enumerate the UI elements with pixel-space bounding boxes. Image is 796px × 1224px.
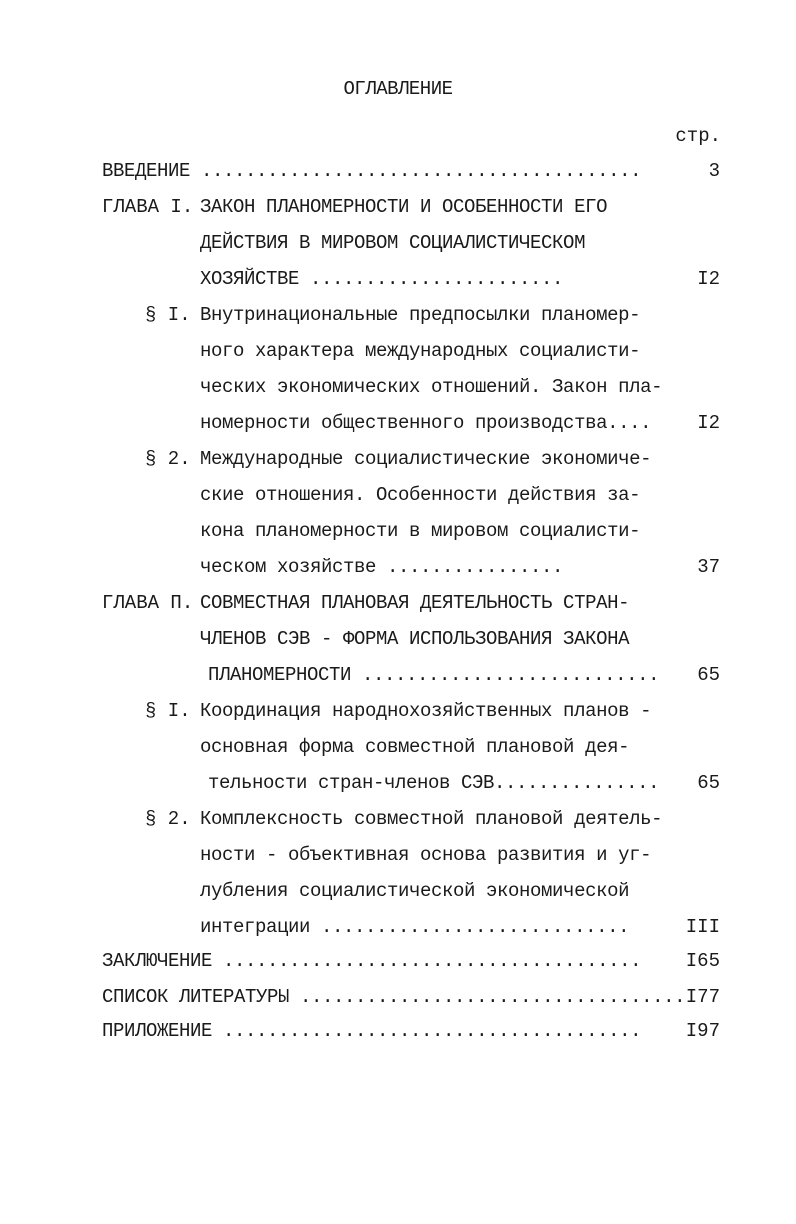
toc-entry-line: кона планомерности в мировом социалисти- [200,520,641,542]
toc-entry-line: ДЕЙСТВИЯ В МИРОВОМ СОЦИАЛИСТИЧЕСКОМ [200,232,586,254]
toc-page-number: I97 [685,1020,720,1042]
section-label: § 2. [145,448,191,470]
toc-entry-line: СОВМЕСТНАЯ ПЛАНОВАЯ ДЕЯТЕЛЬНОСТЬ СТРАН- [200,592,630,614]
toc-page-number: 65 [697,772,720,794]
toc-entry-line: ские отношения. Особенности действия за- [200,484,641,506]
toc-page-number: 65 [697,664,720,686]
toc-entry-line: тельности стран-членов СЭВ............... [208,772,660,794]
toc-page-number: 3 [708,160,720,182]
toc-entry-line: Комплексность совместной плановой деятель- [200,808,663,830]
toc-page-number: III [685,916,720,938]
toc-entry-conclusion: ЗАКЛЮЧЕНИЕ ...................................... [102,950,642,972]
toc-entry-line: Международные социалистические экономиче- [200,448,652,470]
toc-page-number: I65 [685,950,720,972]
toc-entry-line: ЧЛЕНОВ СЭВ - ФОРМА ИСПОЛЬЗОВАНИЯ ЗАКОНА [200,628,630,650]
toc-entry-line: ЗАКОН ПЛАНОМЕРНОСТИ И ОСОБЕННОСТИ ЕГО [200,196,608,218]
page-column-header: стр. [675,125,721,147]
toc-entry-line: Внутринациональные предпосылки планомер- [200,304,641,326]
toc-entry-line: лубления социалистической экономической [200,880,630,902]
toc-page-number: I77 [685,986,720,1008]
toc-entry-line: ХОЗЯЙСТВЕ ....................... [200,268,564,290]
toc-page-number: 37 [697,556,720,578]
toc-entry-line: интеграции ............................ [200,916,630,938]
section-label: § I. [145,700,191,722]
chapter-label: ГЛАВА I. [102,196,194,218]
toc-entry-line: ческих экономических отношений. Закон пла- [200,376,663,398]
toc-entry-line: Координация народнохозяйственных планов - [200,700,652,722]
toc-entry-line: ПЛАНОМЕРНОСТИ ........................... [208,664,660,686]
toc-entry-appendix: ПРИЛОЖЕНИЕ ...................................... [102,1020,642,1042]
section-label: § I. [145,304,191,326]
section-label: § 2. [145,808,191,830]
toc-entry-line: основная форма совместной плановой дея- [200,736,630,758]
toc-page-number: I2 [697,412,720,434]
toc-entry-bibliography: СПИСОК ЛИТЕРАТУРЫ ................................... [102,986,686,1008]
toc-entry-line: ческом хозяйстве ................ [200,556,564,578]
toc-entry-line: ности - объективная основа развития и уг- [200,844,652,866]
toc-page-number: I2 [697,268,720,290]
toc-entry-line: номерности общественного производства.... [200,412,652,434]
chapter-label: ГЛАВА П. [102,592,194,614]
page-title: ОГЛАВЛЕНИЕ [343,78,453,100]
toc-entry-line: ного характера международных социалисти- [200,340,641,362]
toc-entry-introduction: ВВЕДЕНИЕ ........................................ [102,160,642,182]
